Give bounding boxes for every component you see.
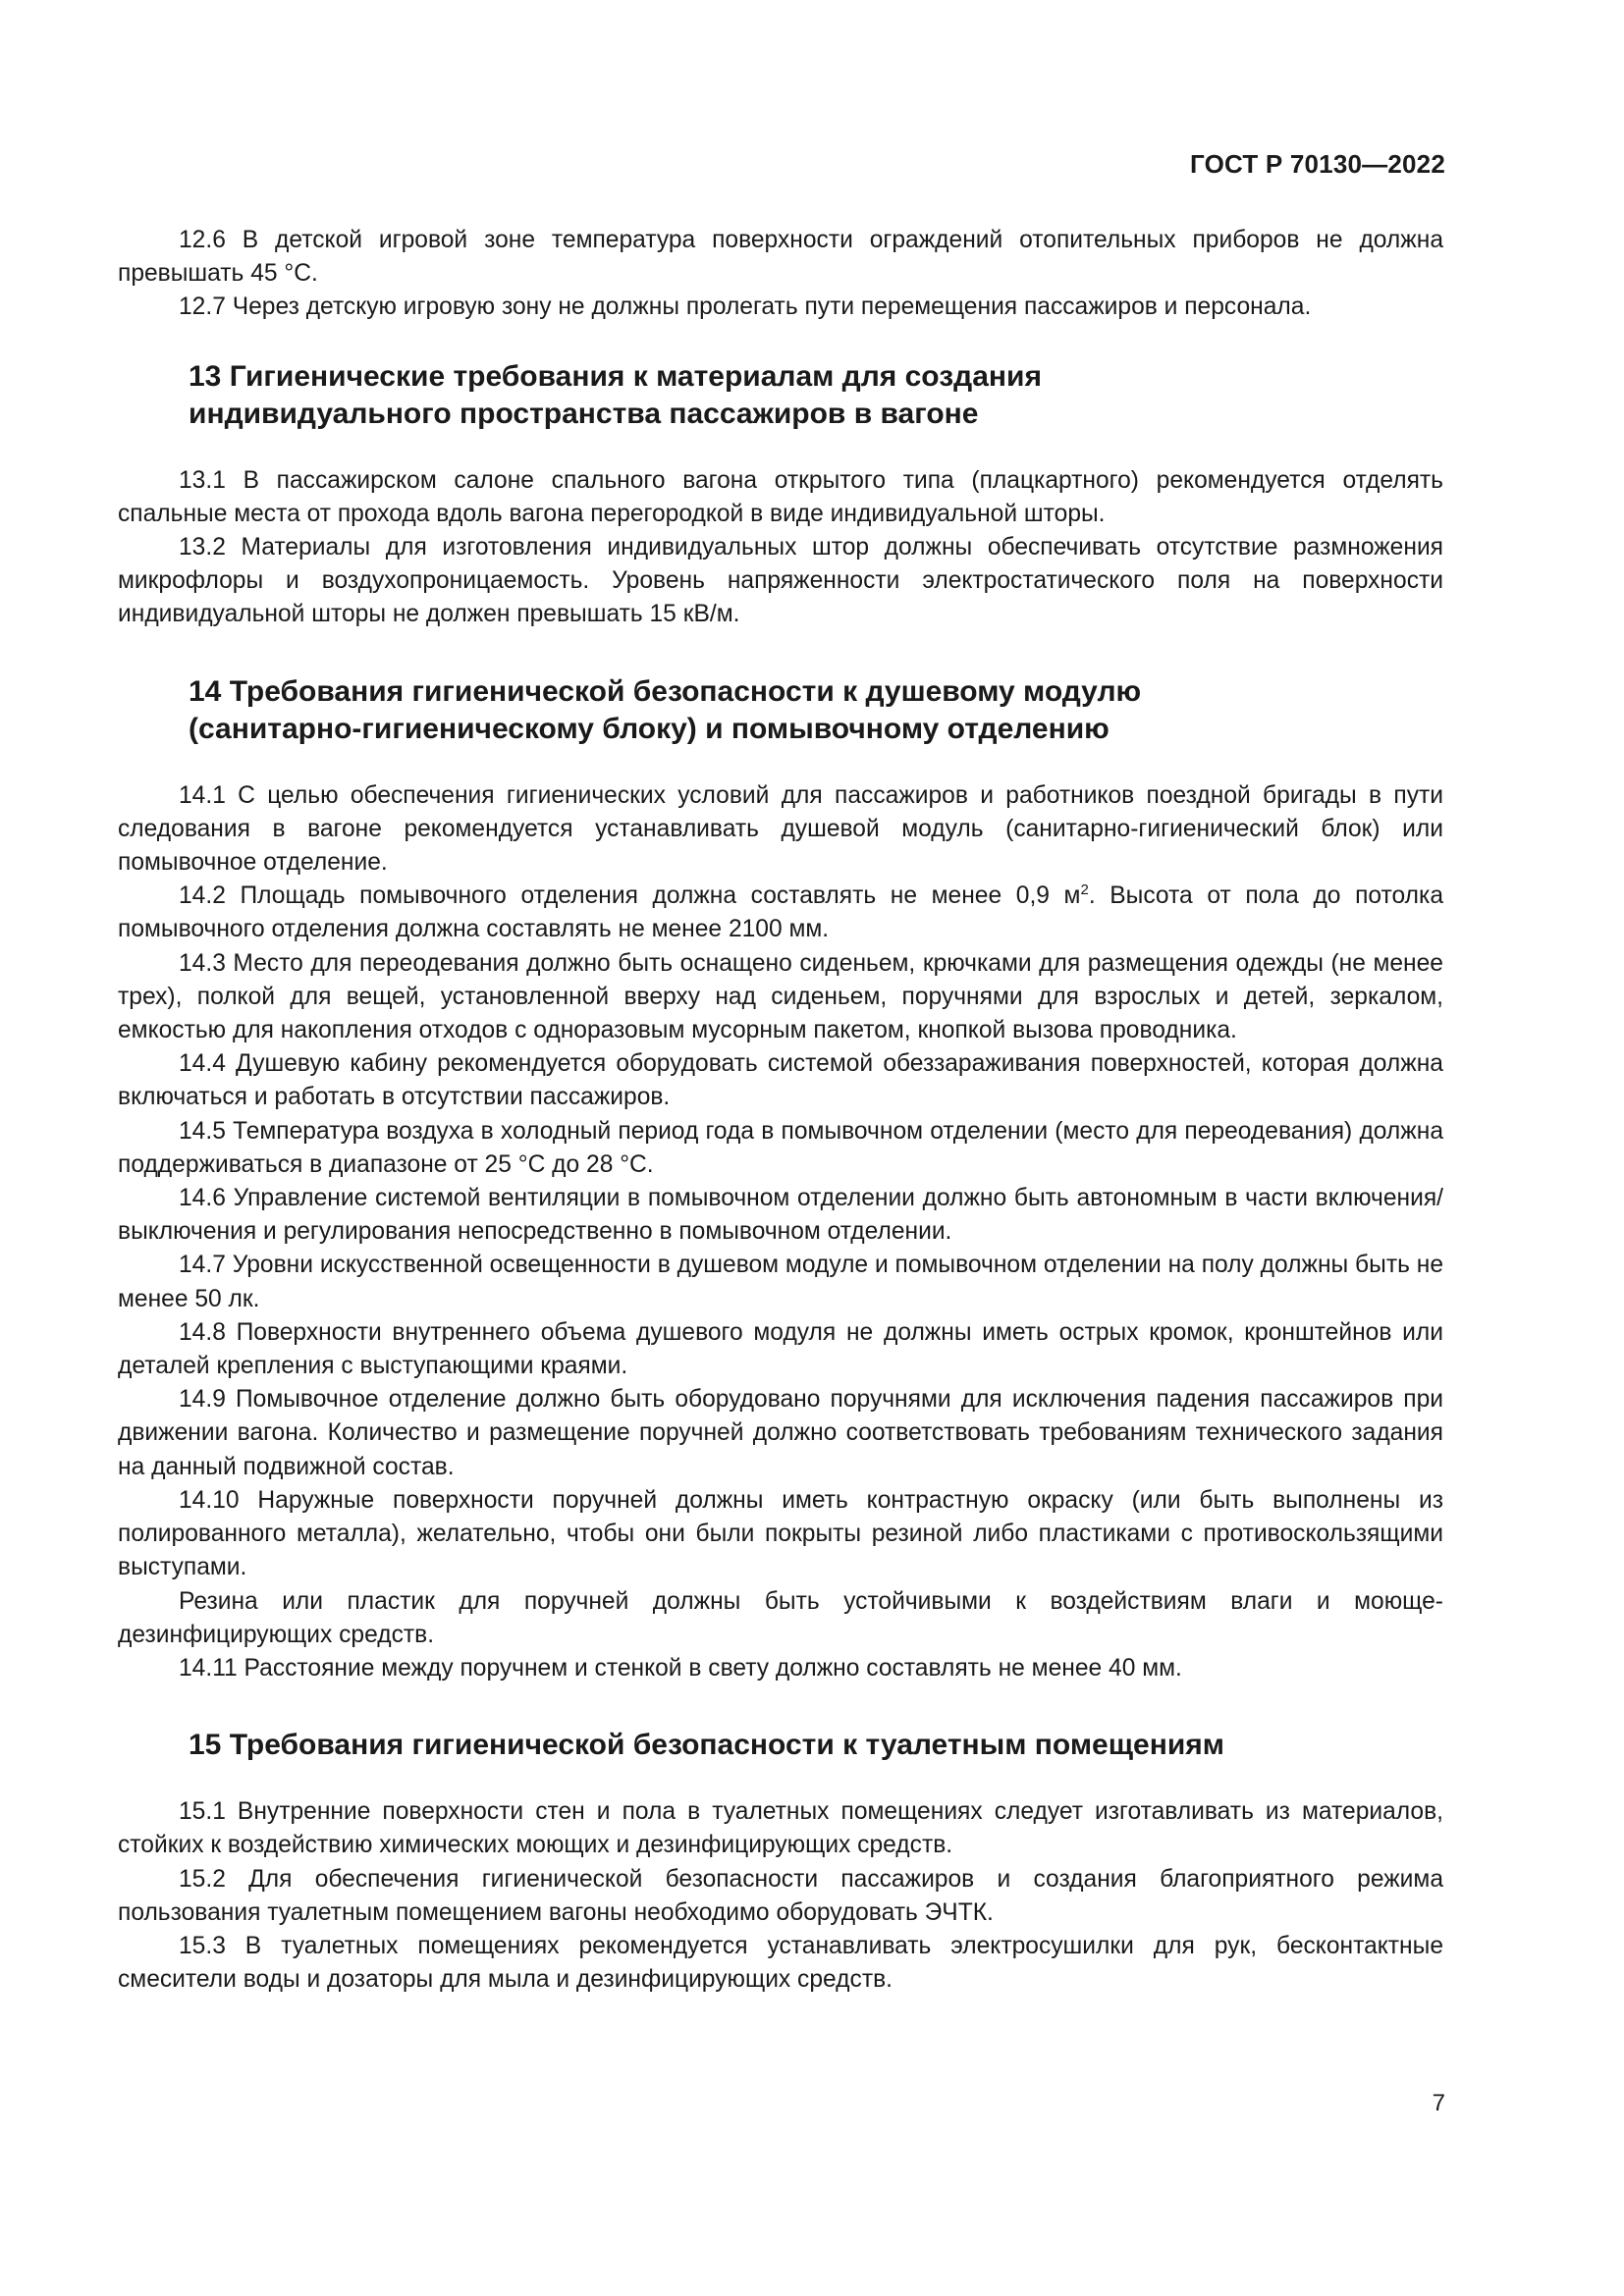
paragraph-13-1: 13.1 В пассажирском салоне спального вагона открытого типа (плацкартного) рекомендуется отделять спальные места от прохода вдоль вагона перегородкой в виде индивидуальной шторы. <box>118 466 1443 527</box>
paragraph-14-2-text: 14.2 Площадь помывочного отделения должна составлять не менее 0,9 м <box>179 882 1081 910</box>
paragraph-14-10: 14.10 Наружные поверхности поручней должны иметь контрастную окраску (или быть выполнены из полированного металла), желательно, чтобы они были покрыты резиной либо пластиками с противоскользящими выступами. <box>118 1486 1443 1581</box>
paragraph-14-1: 14.1 С целью обеспечения гигиенических условий для пассажиров и работников поездной бригады в пути следования в вагоне рекомендуется устанавливать душевой модуль (санитарно-гигиенический блок) или помывочное отделение. <box>118 781 1443 877</box>
paragraph-14-4: 14.4 Душевую кабину рекомендуется оборудовать системой обеззараживания поверхностей, которая должна включаться и работать в отсутствии пассажиров. <box>118 1050 1443 1111</box>
paragraph-14-10-continued: Резина или пластик для поручней должны быть устойчивыми к воздействиям влаги и моюще-дезинфицирующих средств. <box>118 1587 1443 1648</box>
paragraph-15-3: 15.3 В туалетных помещениях рекомендуется устанавливать электросушилки для рук, бесконтактные смесители воды и дозаторы для мыла и дезинфицирующих средств. <box>118 1932 1443 1994</box>
section-13-heading-line1: 13 Гигиенические требования к материалам для создания <box>189 359 1042 393</box>
paragraph-14-8: 14.8 Поверхности внутреннего объема душевого модуля не должны иметь острых кромок, кронштейнов или деталей крепления с выступающими краями. <box>118 1318 1443 1380</box>
section-14-heading-line2: (санитарно-гигиеническому блоку) и помывочному отделению <box>189 712 1110 745</box>
section-15-heading: 15 Требования гигиенической безопасности к туалетным помещениям <box>189 1729 1224 1762</box>
paragraph-13-2: 13.2 Материалы для изготовления индивидуальных штор должны обеспечивать отсутствие размножения микрофлоры и воздухопроницаемость. Уровень напряженности электростатического поля на поверхности индивидуальной шторы не должен превышать 15 кВ/м. <box>118 534 1443 628</box>
section-13-heading-line2: индивидуального пространства пассажиров в вагоне <box>189 397 979 430</box>
paragraph-14-2 <box>118 880 1443 946</box>
paragraph-14-5: 14.5 Температура воздуха в холодный период года в помывочном отделении (место для переодевания) должна поддерживаться в диапазоне от 25 °С до 28 °С. <box>118 1117 1443 1178</box>
paragraph-12-6: 12.6 В детской игровой зоне температура поверхности ограждений отопительных приборов не должна превышать 45 °С. <box>118 227 1443 288</box>
document-code: ГОСТ Р 70130—2022 <box>1190 149 1445 179</box>
paragraph-14-2-text-cont: . Высота от пола до потолка помывочного отделения должна составлять не менее 2100 мм. <box>118 882 1443 943</box>
section-13-heading <box>118 358 1443 433</box>
section-14-heading-line1: 14 Требования гигиенической безопасности к душевому модулю <box>189 674 1142 708</box>
paragraph-12-7: 12.7 Через детскую игровую зону не должны пролегать пути перемещения пассажиров и персонала. <box>179 294 1312 321</box>
paragraph-15-2: 15.2 Для обеспечения гигиенической безопасности пассажиров и создания благоприятного режима пользования туалетным помещением вагоны необходимо оборудовать ЭЧТК. <box>118 1865 1443 1926</box>
paragraph-14-3: 14.3 Место для переодевания должно быть оснащено сиденьем, крючками для размещения одежды (не менее трех), полкой для вещей, установленной вверху над сиденьем, поручнями для взрослых и детей, зеркалом, емкостью для накопления отходов с одноразовым мусорным пакетом, кнопкой вызова проводника. <box>118 949 1443 1044</box>
page-number: 7 <box>1432 2090 1445 2116</box>
superscript-2: 2 <box>1080 881 1089 899</box>
document-body <box>118 224 1443 1997</box>
paragraph-14-7: 14.7 Уровни искусственной освещенности в душевом модуле и помывочном отделении на полу должны быть не менее 50 лк. <box>118 1252 1443 1312</box>
paragraph-14-6: 14.6 Управление системой вентиляции в помывочном отделении должно быть автономным в части включения/выключения и регулирования непосредственно в помывочном отделении. <box>118 1185 1443 1246</box>
paragraph-14-9: 14.9 Помывочное отделение должно быть оборудовано поручнями для исключения падения пассажиров при движении вагона. Количество и размещение поручней должно соответствовать требованиям технического задания на данный подвижной состав. <box>118 1386 1443 1480</box>
section-14-heading <box>118 673 1443 748</box>
paragraph-14-11: 14.11 Расстояние между поручнем и стенкой в свету должно составлять не менее 40 мм. <box>179 1654 1182 1682</box>
paragraph-15-1: 15.1 Внутренние поверхности стен и пола в туалетных помещениях следует изготавливать из материалов, стойких к воздействию химических моющих и дезинфицирующих средств. <box>118 1798 1443 1859</box>
